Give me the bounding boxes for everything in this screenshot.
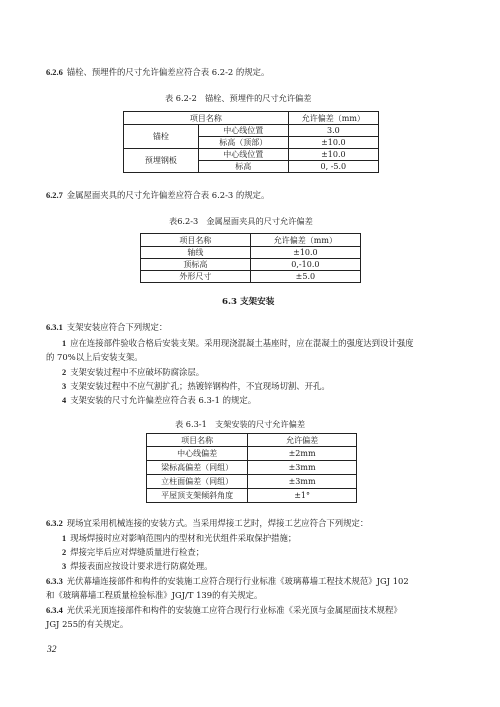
table-header: 项目名称	[141, 234, 251, 247]
list-item-1: 1 现场焊接时应对影响范围内的型材和光伏组件采取保护措施；	[62, 533, 297, 543]
clause-text: 现场宜采用机械连接的安装方式。当采用焊接工艺时，焊接工艺应符合下列规定：	[66, 518, 369, 528]
table-cell: 中心线位置	[198, 149, 288, 161]
clause-6-3-4	[46, 605, 402, 616]
table-6-2-2	[123, 111, 379, 173]
table-cell: ±2mm	[248, 447, 357, 461]
table-cell: 外形尺寸	[141, 271, 251, 283]
table-cell: ±3mm	[248, 461, 357, 475]
table-header: 允许偏差（mm）	[250, 234, 360, 247]
clause-number: 6.2.7	[46, 191, 63, 200]
list-item-3: 3 焊接表面应按设计要求进行防腐处理。	[62, 561, 213, 571]
clause-text: 锚栓、预埋件的尺寸允许偏差应符合表 6.2-2 的规定。	[66, 67, 270, 77]
table-cell: ±3mm	[248, 475, 357, 489]
table-6-2-3-caption: 表6.2-3 金属屋面夹具的尺寸允许偏差	[169, 216, 313, 226]
table-cell: 锚栓	[124, 125, 199, 149]
list-item-3: 3 支架安装过程中不应气割扩孔；热镀锌钢构件，不宜现场切割、开孔。	[62, 381, 330, 391]
list-item-2: 2 支架安装过程中不应破坏防腐涂层。	[62, 367, 205, 377]
clause-text: 支架安装应符合下列规定：	[66, 322, 168, 332]
clause-6-3-3-continued: 和《玻璃幕墙工程质量检验标准》JGJ/T 139的有关规定。	[46, 590, 263, 600]
table-cell: 标高	[198, 161, 288, 173]
table-6-3-1-caption: 表 6.3-1 支架安装的尺寸允许偏差	[175, 419, 306, 429]
clause-6-3-3	[46, 576, 409, 587]
clause-6-3-4-continued: JGJ 255的有关规定。	[46, 619, 129, 629]
table-header: 项目名称	[147, 434, 248, 447]
clause-6-2-7	[46, 190, 269, 201]
table-6-2-3	[140, 233, 361, 283]
clause-6-2-6	[46, 67, 269, 78]
table-cell: 顶标高	[141, 259, 251, 271]
clause-number: 6.3.3	[46, 577, 63, 586]
table-cell: 轴线	[141, 247, 251, 259]
table-cell: 中心线偏差	[147, 447, 248, 461]
section-heading-6-3: 6.3 支架安装	[222, 297, 275, 307]
clause-6-3-2	[46, 518, 368, 529]
table-cell: 0,-10.0	[250, 259, 360, 271]
table-6-2-2-caption: 表 6.2-2 锚栓、预埋件的尺寸允许偏差	[165, 93, 312, 103]
table-cell: ±10.0	[288, 137, 378, 149]
page-number: 32	[47, 645, 57, 655]
clause-number: 6.3.2	[46, 519, 63, 528]
clause-6-3-1	[46, 322, 167, 333]
clause-number: 6.3.1	[46, 323, 63, 332]
clause-text: 光伏幕墙连接部件和构件的安装施工应符合现行行业标准《玻璃幕墙工程技术规范》JGJ 102	[66, 576, 409, 586]
clause-text: 光伏采光顶连接部件和构件的安装施工应符合现行行业标准《采光顶与金属屋面技术规程》	[66, 605, 402, 615]
list-item-2: 2 焊接完毕后应对焊缝质量进行检查；	[62, 547, 205, 557]
table-header: 允许偏差	[248, 434, 357, 447]
table-header: 项目名称	[124, 112, 289, 125]
table-cell: ±5.0	[250, 271, 360, 283]
list-item-1-continued: 的 70%以上后安装支架。	[46, 352, 143, 362]
table-cell: 预埋钢板	[124, 149, 199, 173]
list-item-4: 4 支架安装的尺寸允许偏差应符合表 6.3-1 的规定。	[62, 395, 257, 405]
table-cell: 中心线位置	[198, 125, 288, 137]
clause-number: 6.3.4	[46, 606, 63, 615]
table-6-3-1	[146, 433, 357, 503]
table-cell: 梁标高偏差（同组）	[147, 461, 248, 475]
table-cell: 3.0	[288, 125, 378, 137]
clause-text: 金属屋面夹具的尺寸允许偏差应符合表 6.2-3 的规定。	[66, 190, 270, 200]
table-cell: ±10.0	[250, 247, 360, 259]
table-cell: 立柱面偏差（同组）	[147, 475, 248, 489]
table-cell: 0, -5.0	[288, 161, 378, 173]
table-cell: ±1°	[248, 489, 357, 503]
list-item-1: 1 应在连接部件验收合格后安装支架。采用现浇混凝土基座时，应在混凝土的强度达到设计强度	[62, 338, 414, 348]
table-header: 允许偏差（mm）	[288, 112, 378, 125]
table-cell: 平屋顶支架倾斜角度	[147, 489, 248, 503]
table-cell: 标高（顶部）	[198, 137, 288, 149]
table-cell: ±10.0	[288, 149, 378, 161]
clause-number: 6.2.6	[46, 68, 63, 77]
